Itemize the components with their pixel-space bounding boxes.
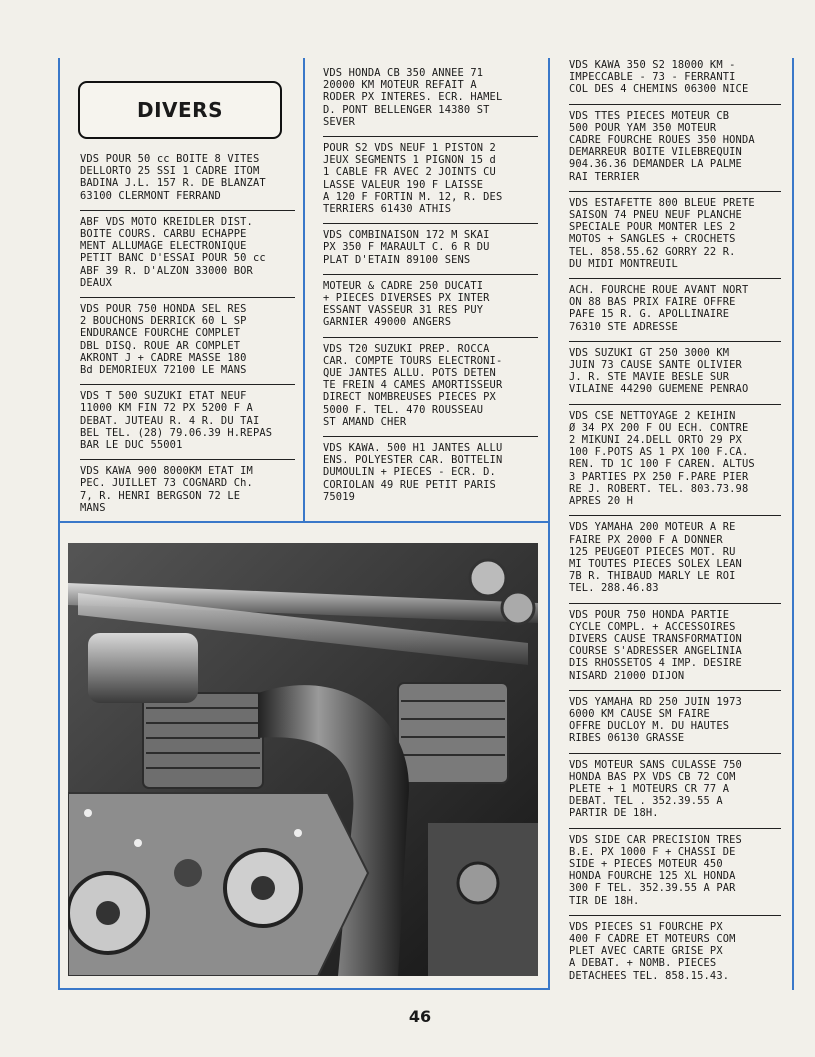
column-rule-right [792, 58, 794, 990]
ads-column-3 [569, 54, 781, 990]
section-title-box [78, 81, 282, 139]
classified-ad: ACH. FOURCHE ROUE AVANT NORT ON 88 BAS PRIX FAIRE OFFRE PAFE 15 R. G. APOLLINAIRE 76310 STE ADRESSE [569, 278, 781, 341]
classified-ad: VDS YAMAHA 200 MOTEUR A RE FAIRE PX 2000 F A DONNER 125 PEUGEOT PIECES MOT. RU MI TOUTES PIECES SOLEX LEAN 7B R. THIBAUD MARLY LE ROI TEL. 288.46.83 [569, 515, 781, 602]
classified-ad: VDS POUR 750 HONDA PARTIE CYCLE COMPL. + ACCESSOIRES DIVERS CAUSE TRANSFORMATION COURSE S'ADRESSER ANGELINIA DIS RHOSSETOS 4 IMP. DESIRE NISARD 21000 DIJON [569, 603, 781, 690]
engine-photo [68, 543, 538, 976]
column-rule-1 [303, 58, 305, 523]
classified-ad: VDS T 500 SUZUKI ETAT NEUF 11000 KM FIN 72 PX 5200 F A DEBAT. JUTEAU R. 4 R. DU TAI BEL TEL. (28) 79.06.39 H.REPAS BAR LE DUC 55001 [80, 384, 295, 459]
classified-ad: VDS T20 SUZUKI PREP. ROCCA CAR. COMPTE TOURS ELECTRONI- QUE JANTES ALLU. POTS DETEN TE FREIN 4 CAMES AMORTISSEUR DIRECT NOMBREUSES PIECES PX 5000 F. TEL. 470 ROUSSEAU ST AMAND CHER [323, 337, 538, 436]
classified-ad: VDS YAMAHA RD 250 JUIN 1973 6000 KM CAUSE SM FAIRE OFFRE DUCLOY M. DU HAUTES RIBES 06130 GRASSE [569, 690, 781, 753]
page-number: 46 [408, 1007, 432, 1026]
classified-ad: VDS TTES PIECES MOTEUR CB 500 POUR YAM 350 MOTEUR CADRE FOURCHE ROUES 350 HONDA DEMARREUR BOITE VILEBREQUIN 904.36.36 DEMANDER LA PALME RAI TERRIER [569, 104, 781, 191]
section-title: DIVERS [137, 98, 223, 122]
classified-ad: VDS POUR 50 cc BOITE 8 VITES DELLORTO 25 SSI 1 CADRE ITOM BADINA J.L. 157 R. DE BLANZAT 63100 CLERMONT FERRAND [80, 153, 266, 202]
classified-ad: VDS ESTAFETTE 800 BLEUE PRETE SAISON 74 PNEU NEUF PLANCHE SPECIALE POUR MONTER LES 2 MOTOS + SANGLES + CROCHETS TEL. 858.55.62 GORRY 22 R. DU MIDI MONTREUIL [569, 191, 781, 278]
classified-ad: VDS KAWA. 500 H1 JANTES ALLU ENS. POLYESTER CAR. BOTTELIN DUMOULIN + PIECES - ECR. D. CORIOLAN 49 RUE PETIT PARIS 75019 [323, 436, 538, 511]
ads-column-1 [80, 148, 295, 522]
classified-ad: VDS POUR 750 HONDA SEL RES 2 BOUCHONS DERRICK 60 L SP ENDURANCE FOURCHE COMPLET DBL DISQ. ROUE AR COMPLET AKRONT J + CADRE MASSE 180 Bd DEMORIEUX 72100 LE MANS [80, 297, 295, 384]
classified-ad: VDS KAWA 350 S2 18000 KM - IMPECCABLE - 73 - FERRANTI COL DES 4 CHEMINS 06300 NICE [569, 59, 749, 96]
column-rule-left [58, 58, 60, 990]
classified-ad: VDS PIECES S1 FOURCHE PX 400 F CADRE ET MOTEURS COM PLET AVEC CARTE GRISE PX A DEBAT. + NOMB. PIECES DETACHEES TEL. 858.15.43. [569, 915, 781, 990]
classified-ad: POUR S2 VDS NEUF 1 PISTON 2 JEUX SEGMENTS 1 PIGNON 15 d 1 CABLE FR AVEC 2 JOINTS CU LASSE VALEUR 190 F LAISSE A 120 F FORTIN M. 12, R. DES TERRIERS 61430 ATHIS [323, 136, 538, 223]
classified-ad: VDS KAWA 900 8000KM ETAT IM PEC. JUILLET 73 COGNARD Ch. 7, R. HENRI BERGSON 72 LE MANS [80, 459, 295, 522]
classified-ad: VDS SIDE CAR PRECISION TRES B.E. PX 1000 F + CHASSI DE SIDE + PIECES MOTEUR 450 HONDA FOURCHE 125 XL HONDA 300 F TEL. 352.39.55 A PAR TIR DE 18H. [569, 828, 781, 915]
ads-column-2 [323, 62, 538, 511]
classified-ad: VDS COMBINAISON 172 M SKAI PX 350 F MARAULT C. 6 R DU PLAT D'ETAIN 89100 SENS [323, 223, 538, 274]
engine-illustration [68, 543, 538, 976]
classified-ad: ABF VDS MOTO KREIDLER DIST. BOITE COURS. CARBU ECHAPPE MENT ALLUMAGE ELECTRONIQUE PETIT BANC D'ESSAI POUR 50 cc ABF 39 R. D'ALZON 33000 BOR DEAUX [80, 210, 295, 297]
classified-ad: MOTEUR & CADRE 250 DUCATI + PIECES DIVERSES PX INTER ESSANT VASSEUR 31 RES PUY GARNIER 49000 ANGERS [323, 274, 538, 337]
column-rule-2 [548, 58, 550, 990]
classified-ad: VDS CSE NETTOYAGE 2 KEIHIN Ø 34 PX 200 F OU ECH. CONTRE 2 MIKUNI 24.DELL ORTO 29 PX 100 F.POTS AS 1 PX 100 F.CA. REN. TD 1C 100 F CAREN. ALTUS 3 PARTIES PX 250 F.PARE PIER RE J. ROBERT. TEL. 803.73.98 APRES 20 H [569, 404, 781, 516]
classified-ad: VDS MOTEUR SANS CULASSE 750 HONDA BAS PX VDS CB 72 COM PLETE + 1 MOTEURS CR 77 A DEBAT. TEL . 352.39.55 A PARTIR DE 18H. [569, 753, 781, 828]
frame-bottom-rule [58, 988, 550, 990]
classified-ad: VDS HONDA CB 350 ANNEE 71 20000 KM MOTEUR REFAIT A RODER PX INTERES. ECR. HAMEL D. PONT BELLENGER 14380 ST SEVER [323, 67, 503, 128]
classified-ad: VDS SUZUKI GT 250 3000 KM JUIN 73 CAUSE SANTE OLIVIER J. R. STE MAVIE BESLE SUR VILAINE 44290 GUEMENE PENRAO [569, 341, 781, 404]
